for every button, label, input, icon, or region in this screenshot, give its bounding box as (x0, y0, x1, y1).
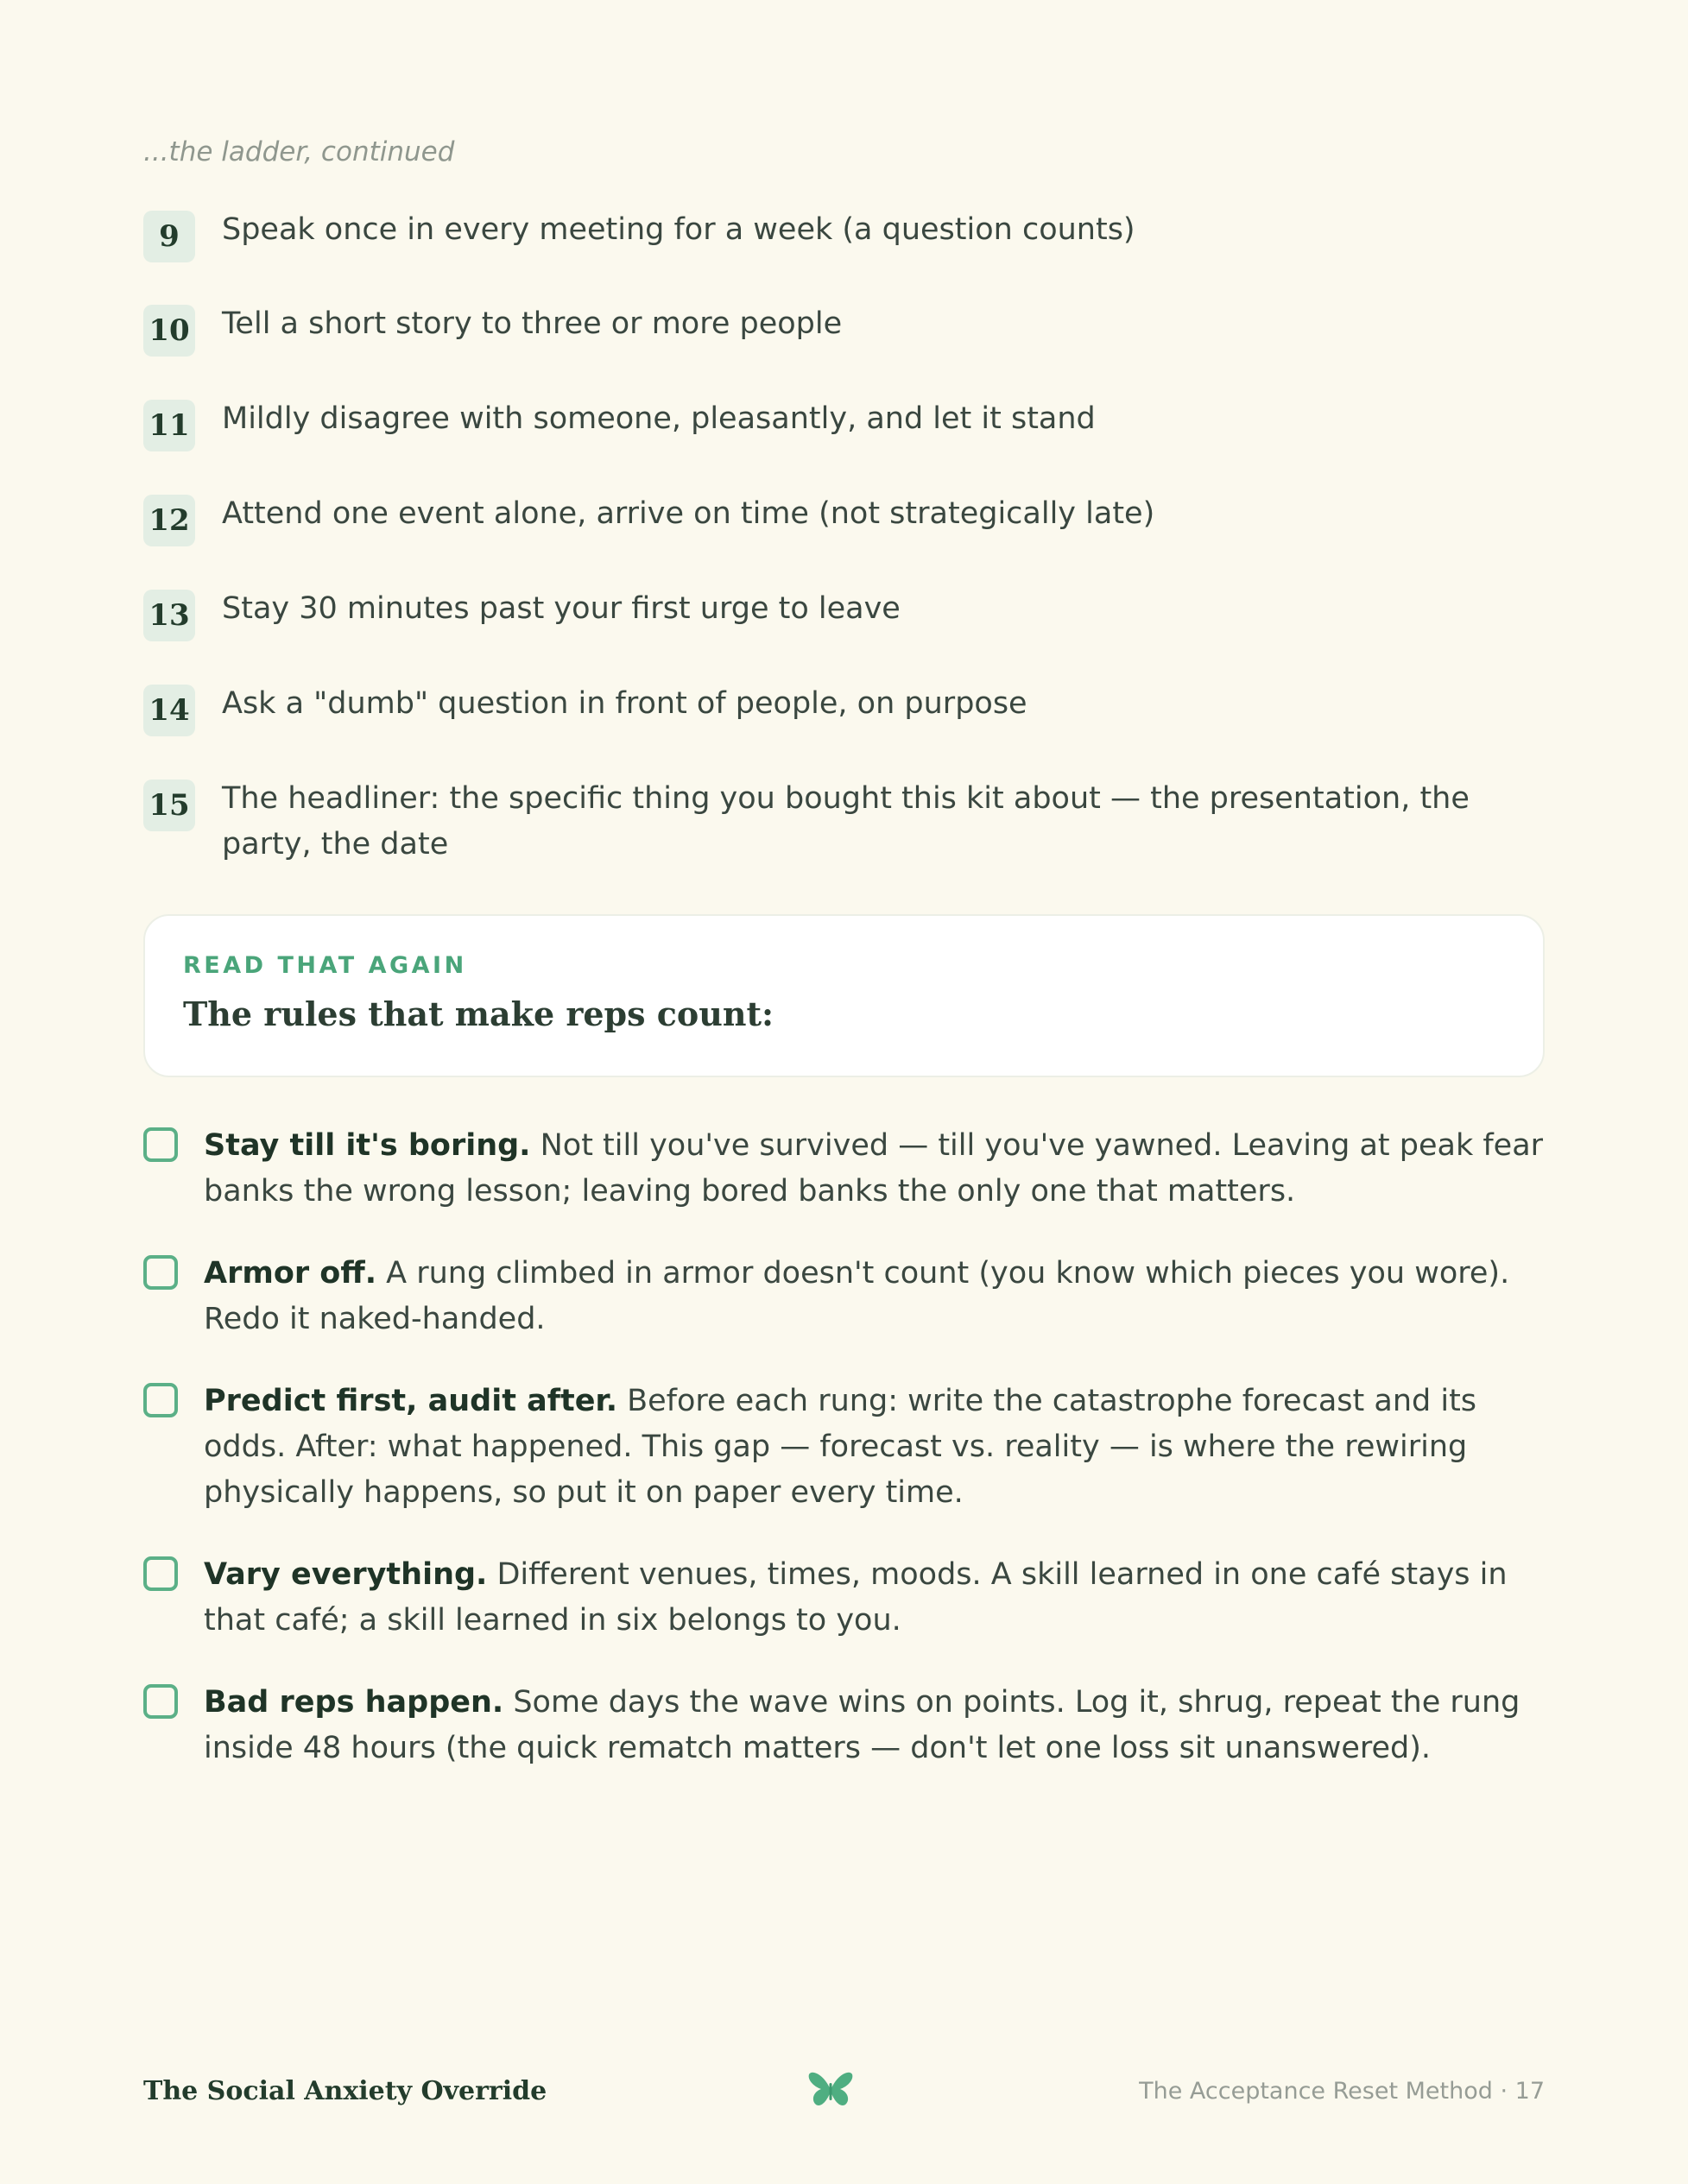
rule-lead: Armor off. (204, 1256, 377, 1291)
ladder-item (143, 776, 1545, 868)
rung-text: Attend one event alone, arrive on time (not strategically late) (222, 496, 1155, 531)
continued-label: ...the ladder, continued (143, 136, 455, 167)
rung-text: Mildly disagree with someone, pleasantly, and let it stand (222, 401, 1096, 436)
ladder-item (143, 301, 1545, 396)
rung-number-badge: 14 (143, 685, 195, 736)
callout-kicker: READ THAT AGAIN (183, 952, 467, 979)
rule-body: Before each rung: write the catastrophe forecast and its odds. After: what happened. This gap — forecast vs. reality — is where the rewiring physically happens, so put it on paper every time. (204, 1384, 1477, 1510)
rule-lead: Stay till it's boring. (204, 1128, 531, 1163)
rung-number-badge: 10 (143, 305, 195, 357)
rule-body: Different venues, times, moods. A skill learned in one café stays in that café; a skill learned in six belongs to you. (204, 1557, 1508, 1638)
rule-checkbox[interactable] (143, 1127, 178, 1162)
rule-body: Some days the wave wins on points. Log it, shrug, repeat the rung inside 48 hours (the quick rematch matters — don't let one loss sit unanswered). (204, 1685, 1520, 1765)
butterfly-icon (806, 2067, 855, 2111)
footer-book-title: The Social Anxiety Override (143, 2076, 547, 2106)
rung-text: Speak once in every meeting for a week (a question counts) (222, 212, 1135, 247)
rule-lead: Vary everything. (204, 1557, 488, 1592)
rule-item (143, 1680, 1545, 1771)
ladder-list (143, 207, 1545, 868)
rule-checkbox[interactable] (143, 1383, 178, 1417)
ladder-item (143, 207, 1545, 301)
rule-text (204, 1251, 1545, 1342)
rung-number-badge: 12 (143, 495, 195, 546)
rules-checklist (143, 1123, 1545, 1808)
rule-text (204, 1552, 1545, 1644)
rung-text: Stay 30 minutes past your first urge to leave (222, 591, 901, 626)
rule-item (143, 1552, 1545, 1644)
rung-number-badge: 15 (143, 780, 195, 831)
rule-text (204, 1379, 1545, 1516)
rung-text: Tell a short story to three or more people (222, 306, 843, 341)
callout-title: The rules that make reps count: (183, 994, 774, 1033)
rung-text: Ask a "dumb" question in front of people, on purpose (222, 686, 1027, 721)
rule-item (143, 1251, 1545, 1342)
rung-number-badge: 11 (143, 400, 195, 451)
rule-body: Not till you've survived — till you've yawned. Leaving at peak fear banks the wrong lesson; leaving bored banks the only one that matters. (204, 1128, 1544, 1209)
rung-text: The headliner: the specific thing you bought this kit about — the presentation, the party, the date (222, 781, 1470, 862)
rule-text (204, 1680, 1545, 1771)
ladder-item (143, 586, 1545, 681)
rung-number-badge: 13 (143, 590, 195, 641)
rule-item (143, 1379, 1545, 1516)
rule-text (204, 1123, 1545, 1215)
page-footer (143, 2067, 1545, 2119)
rule-body: A rung climbed in armor doesn't count (you know which pieces you wore). Redo it naked-handed. (204, 1256, 1510, 1336)
rule-checkbox[interactable] (143, 1556, 178, 1591)
ladder-item (143, 491, 1545, 586)
ladder-item (143, 681, 1545, 776)
rung-number-badge: 9 (143, 211, 195, 262)
footer-page-label: The Acceptance Reset Method · 17 (1139, 2078, 1545, 2105)
rule-lead: Predict first, audit after. (204, 1384, 617, 1418)
ladder-item (143, 396, 1545, 491)
rule-item (143, 1123, 1545, 1215)
rule-checkbox[interactable] (143, 1255, 178, 1290)
callout-box (143, 914, 1545, 1077)
rule-checkbox[interactable] (143, 1684, 178, 1719)
rule-lead: Bad reps happen. (204, 1685, 504, 1720)
